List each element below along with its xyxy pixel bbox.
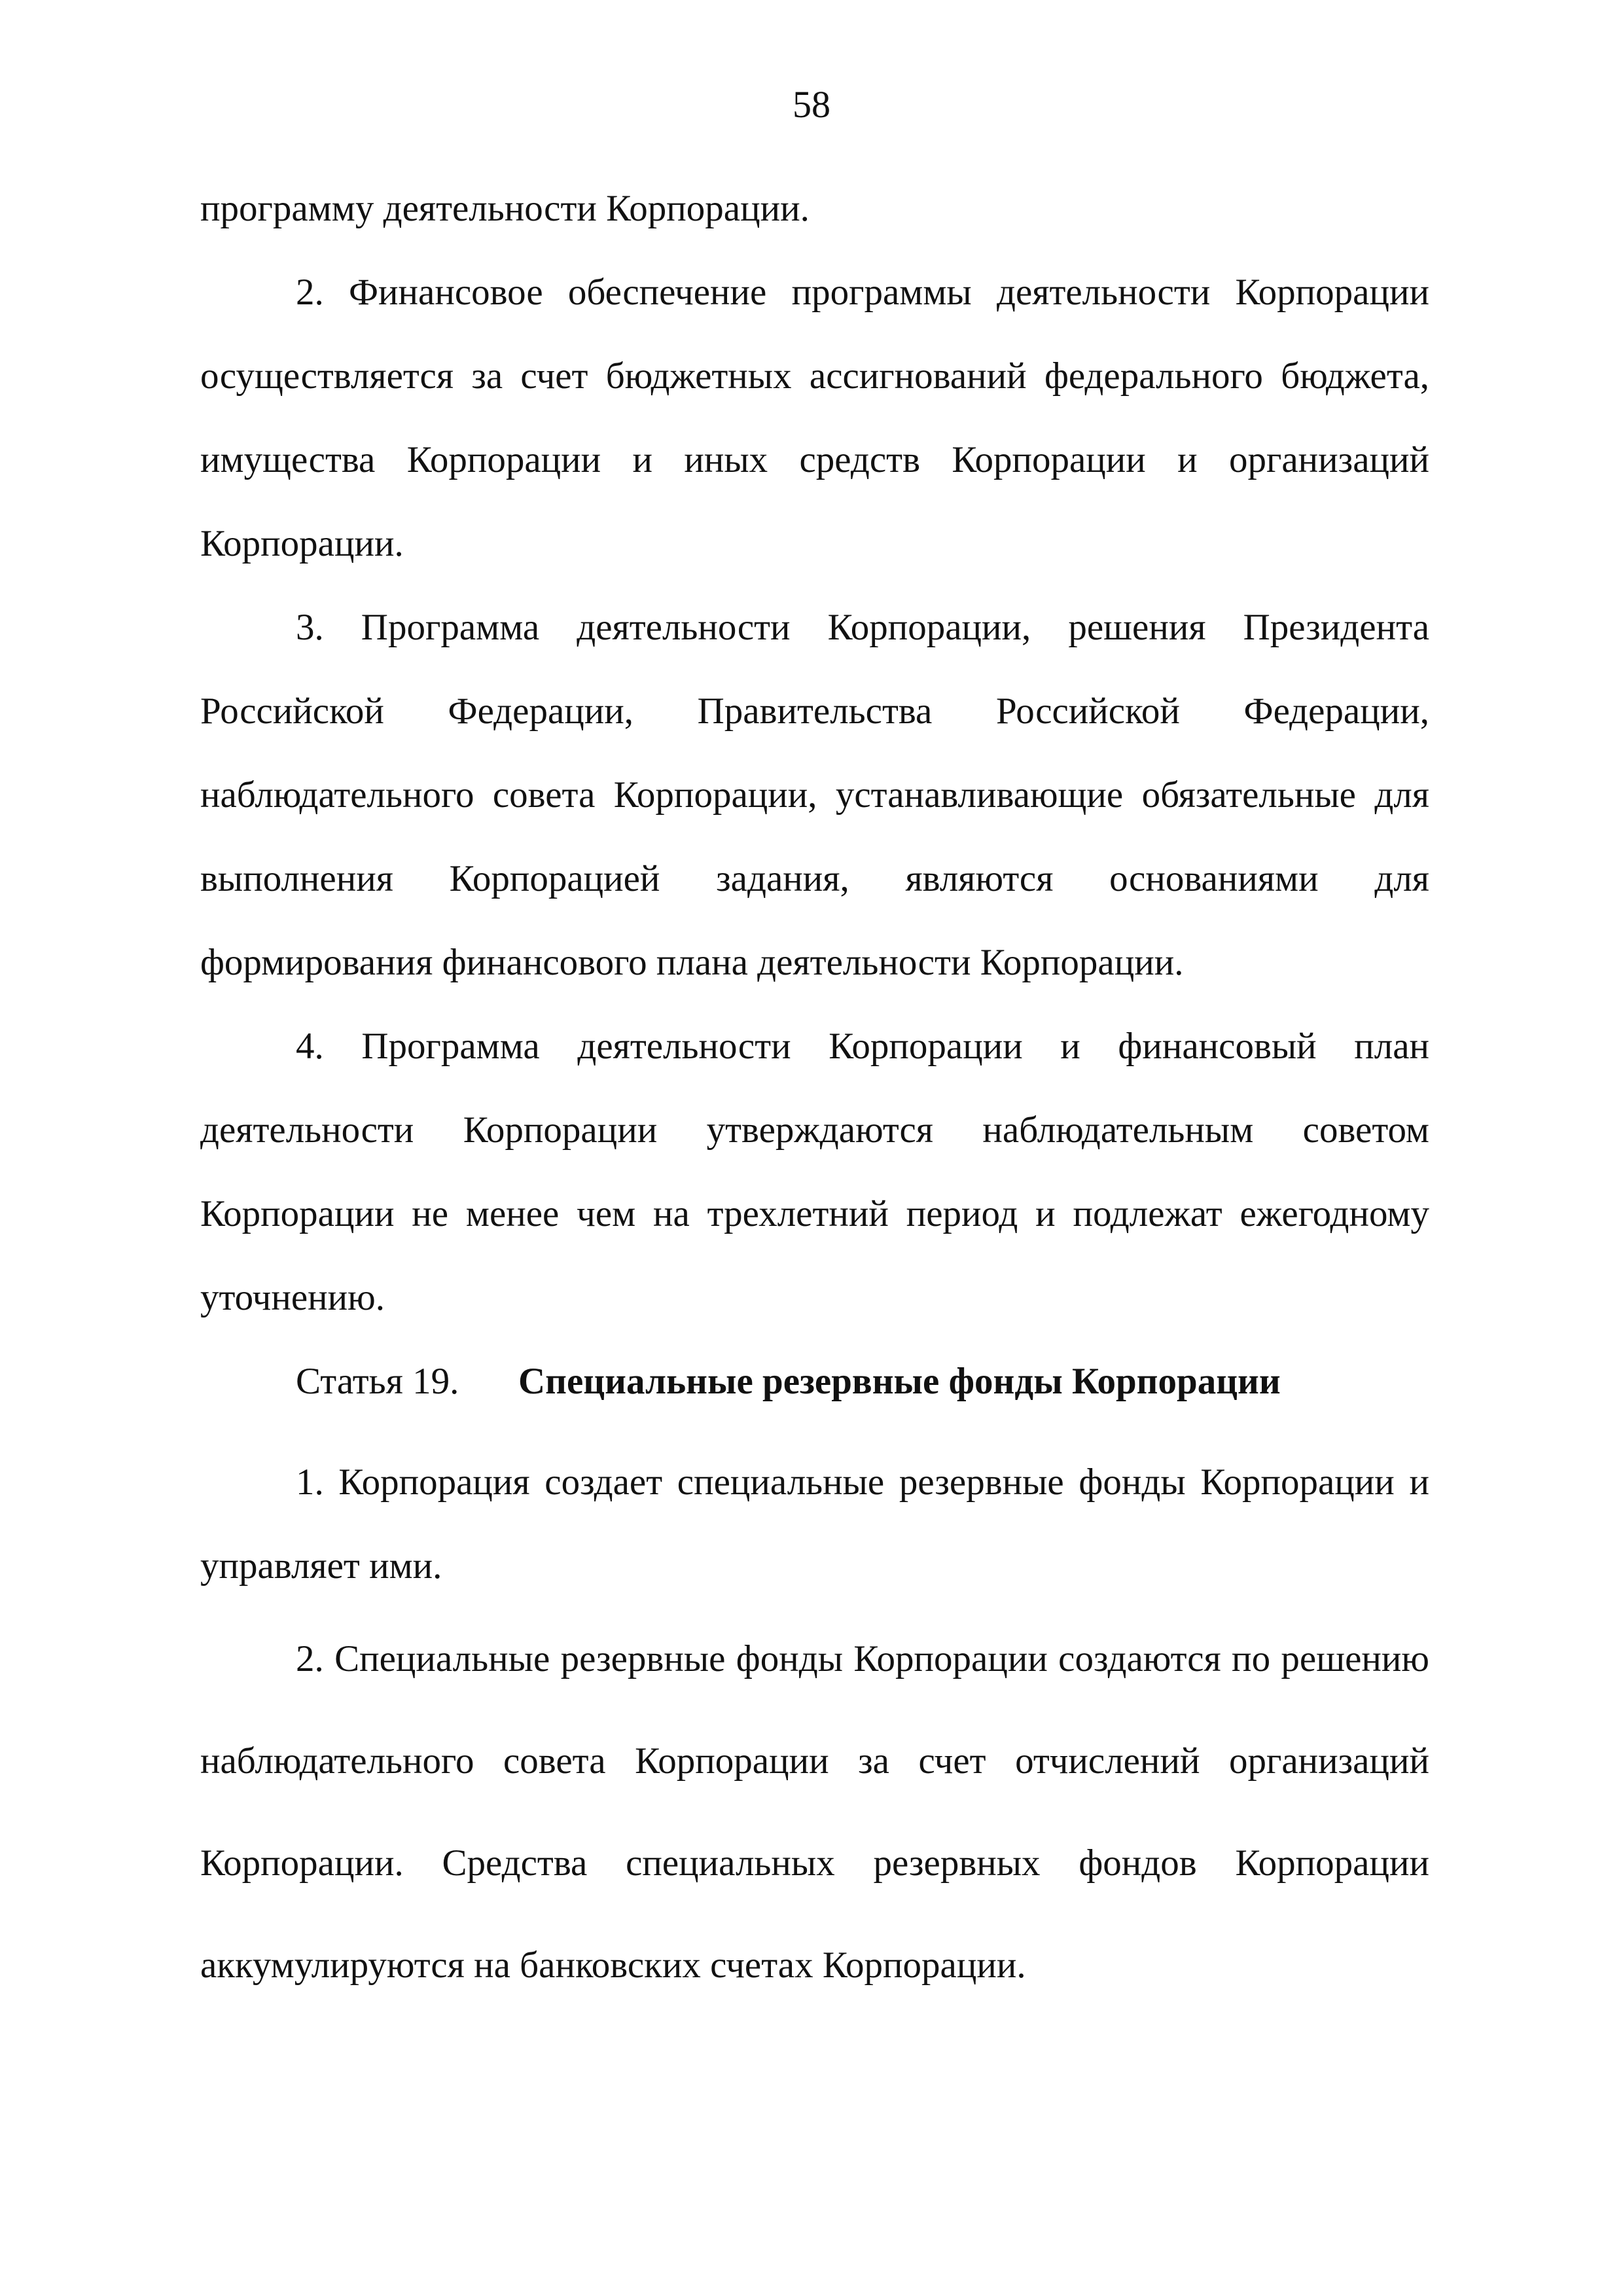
paragraph-4-approval: 4. Программа деятельности Корпорации и финансовый план деятельности Корпорации утверждаются наблюдательным советом Корпорации не менее чем на трехлетний период и подлежат ежегодному уточнению.: [200, 1026, 1429, 1318]
paragraph-2-financing: 2. Финансовое обеспечение программы деятельности Корпорации осуществляется за счет бюджетных ассигнований федерального бюджета, имущества Корпорации и иных средств Корпорации и организаций Корпорации.: [200, 272, 1429, 564]
paragraph-continuation: программу деятельности Корпорации.: [200, 188, 810, 229]
article-paragraph-1: 1. Корпорация создает специальные резервные фонды Корпорации и управляет ими.: [200, 1462, 1429, 1587]
article-number: Статья 19.: [296, 1361, 459, 1402]
paragraph-3-program-basis: 3. Программа деятельности Корпорации, решения Президента Российской Федерации, Правительства Российской Федерации, наблюдательного совета Корпорации, устанавливающие обязательные для выполнения Корпорацией задания, являются основаниями для формирования финансового плана деятельности Корпорации.: [200, 607, 1429, 983]
article-paragraph-2: 2. Специальные резервные фонды Корпорации создаются по решению наблюдательного совета Корпорации за счет отчислений организаций Корпорации. Средства специальных резервных фондов Корпорации аккумулируются на банковских счетах Корпорации.: [200, 1638, 1429, 1986]
article-heading: [200, 1340, 1429, 1424]
article-title: Специальные резервные фонды Корпорации: [518, 1361, 1281, 1402]
document-body: [200, 167, 1429, 2017]
page-number: 58: [793, 83, 830, 126]
